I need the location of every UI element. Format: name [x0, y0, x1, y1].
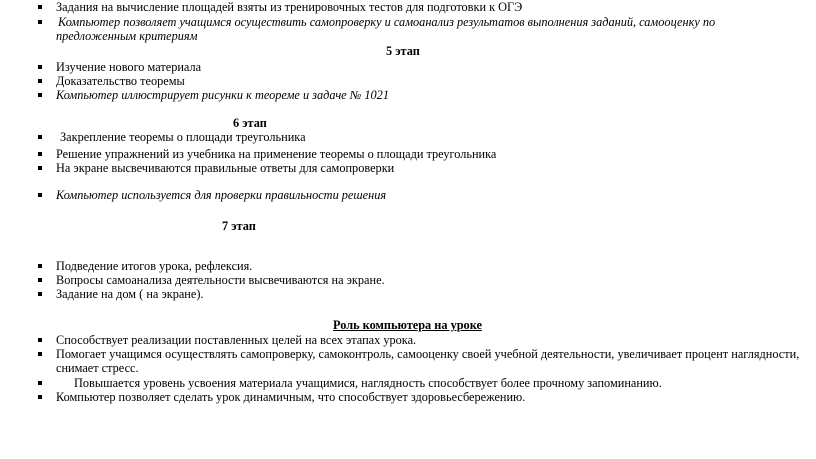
bullet-icon	[36, 287, 50, 301]
list-item-text: Способствует реализации поставленных целей на всех этапах урока.	[56, 333, 417, 347]
stage-title: 5 этап	[386, 44, 420, 58]
list-item-text: Компьютер используется для проверки правильности решения	[56, 188, 387, 202]
bullet-icon	[36, 333, 50, 347]
bullet-icon	[36, 88, 50, 102]
list-item-text: Доказательство теоремы	[56, 74, 185, 88]
bullet-icon	[36, 130, 50, 144]
bullet-icon	[36, 259, 50, 273]
list-item-text: Изучение нового материала	[56, 60, 202, 74]
bullet-icon	[36, 147, 50, 161]
list-item-text: Компьютер позволяет сделать урок динамичным, что способствует здоровьесбережению.	[56, 390, 526, 404]
bullet-icon	[36, 15, 50, 29]
list-item-text: Компьютер иллюстрирует рисунки к теореме и задаче № 1021	[56, 88, 389, 102]
list-item-text: Вопросы самоанализа деятельности высвечиваются на экране.	[56, 273, 385, 287]
bullet-icon	[36, 74, 50, 88]
list-item-text: Задания на вычисление площадей взяты из тренировочных тестов для подготовки к ОГЭ	[56, 0, 523, 14]
list-item-text: снимает стресс.	[56, 361, 139, 375]
list-item-text: предложенным критериям	[56, 29, 198, 43]
stage-title: 6 этап	[233, 116, 267, 130]
bullet-icon	[36, 347, 50, 361]
list-item-text: Задание на дом ( на экране).	[56, 287, 204, 301]
bullet-icon	[36, 161, 50, 175]
bullet-icon	[36, 188, 50, 202]
list-item-text: Компьютер позволяет учащимся осуществить самопроверку и самоанализ результатов выполнения заданий, самооценку по	[58, 15, 716, 29]
list-item-text: Решение упражнений из учебника на применение теоремы о площади треугольника	[56, 147, 497, 161]
list-item-text: На экране высвечиваются правильные ответы для самопроверки	[56, 161, 395, 175]
bullet-icon	[36, 0, 50, 14]
section-title: Роль компьютера на уроке	[333, 318, 482, 332]
bullet-icon	[36, 390, 50, 404]
bullet-icon	[36, 60, 50, 74]
list-item-text: Помогает учащимся осуществлять самопроверку, самоконтроль, самооценку своей учебной деятельности, увеличивает процент наглядности,	[56, 347, 800, 361]
list-item-text: Подведение итогов урока, рефлексия.	[56, 259, 253, 273]
bullet-icon	[36, 273, 50, 287]
list-item-text: Повышается уровень усвоения материала учащимися, наглядность способствует более прочному запоминанию.	[74, 376, 662, 390]
list-item-text: Закрепление теоремы о площади треугольника	[60, 130, 306, 144]
stage-title: 7 этап	[222, 219, 256, 233]
bullet-icon	[36, 376, 50, 390]
